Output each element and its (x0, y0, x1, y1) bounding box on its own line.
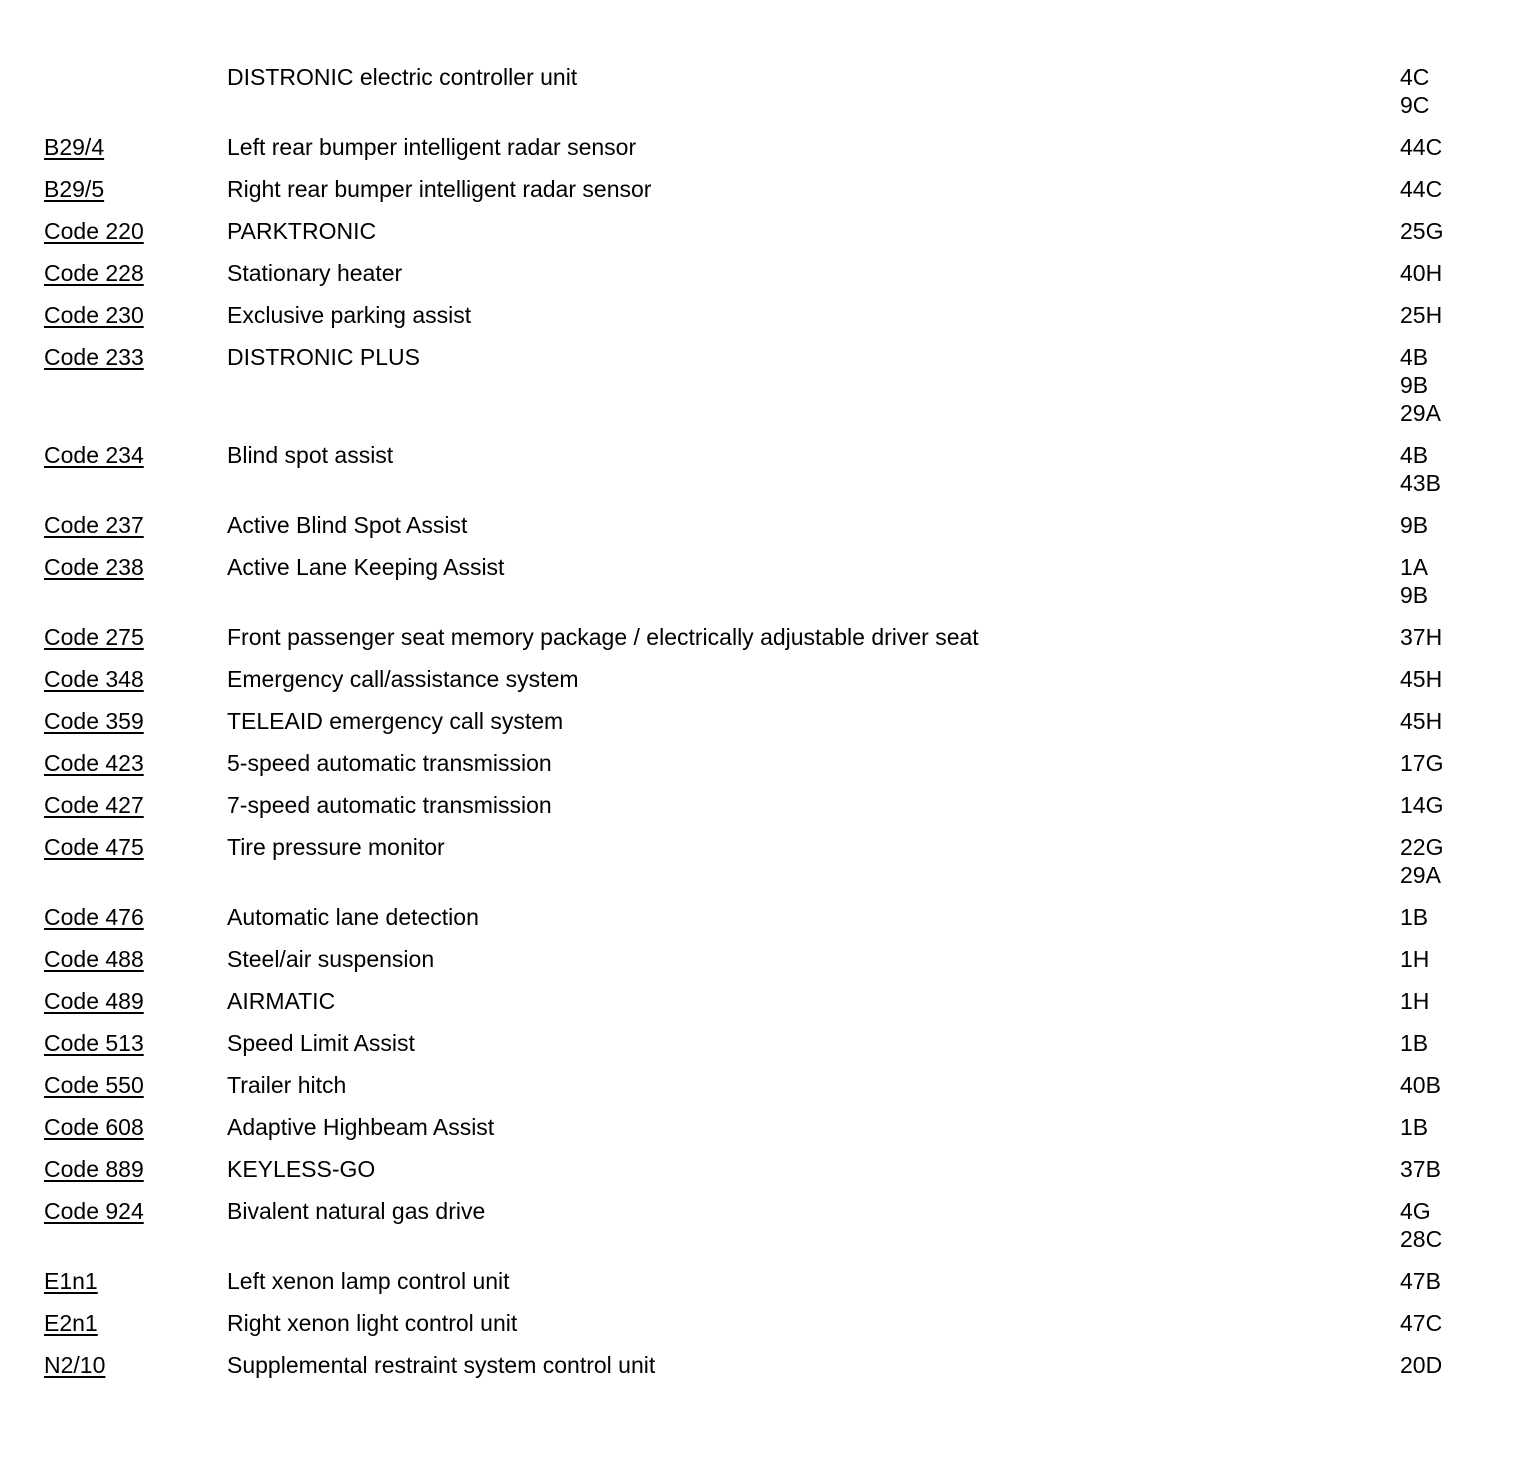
grid-reference: 40B (1400, 1072, 1441, 1098)
grid-reference: 37H (1400, 624, 1443, 650)
legend-code-cell (0, 217, 227, 245)
legend-description: Left rear bumper intelligent radar sensor (227, 134, 637, 160)
legend-code-cell (0, 707, 227, 735)
legend-row (0, 903, 1520, 931)
grid-reference: 25G (1400, 218, 1444, 244)
legend-grid-references (1400, 1197, 1442, 1253)
grid-reference: 4B (1400, 344, 1429, 370)
grid-reference: 4C (1400, 64, 1430, 90)
legend-code-link[interactable]: Code 427 (44, 792, 144, 818)
legend-description: Stationary heater (227, 260, 403, 286)
legend-description: Right rear bumper intelligent radar sensor (227, 176, 652, 202)
legend-grid-references (1400, 553, 1428, 609)
grid-reference: 4B (1400, 442, 1429, 468)
grid-reference: 9B (1400, 582, 1429, 608)
legend-code-link[interactable]: E1n1 (44, 1268, 98, 1294)
legend-code-cell (0, 1071, 227, 1099)
legend-description: Active Blind Spot Assist (227, 512, 468, 538)
legend-code-link[interactable]: Code 608 (44, 1114, 144, 1140)
legend-code-cell (0, 175, 227, 203)
legend-code-link[interactable]: Code 234 (44, 442, 144, 468)
legend-description: Supplemental restraint system control unit (227, 1352, 656, 1378)
legend-code-cell (0, 441, 227, 469)
legend-code-link[interactable]: Code 220 (44, 218, 144, 244)
legend-code-link[interactable]: Code 488 (44, 946, 144, 972)
legend-row (0, 987, 1520, 1015)
legend-row (0, 259, 1520, 287)
grid-reference: 1A (1400, 554, 1429, 580)
legend-code-link[interactable]: Code 550 (44, 1072, 144, 1098)
legend-grid-references (1400, 833, 1443, 889)
legend-code-link[interactable]: Code 233 (44, 344, 144, 370)
legend-code-link[interactable]: B29/4 (44, 134, 105, 160)
legend-description: Emergency call/assistance system (227, 666, 579, 692)
legend-grid-references (1400, 1155, 1441, 1183)
legend-code-link[interactable]: Code 237 (44, 512, 144, 538)
legend-code-link[interactable]: Code 275 (44, 624, 144, 650)
legend-grid-references (1400, 175, 1442, 203)
legend-row (0, 1267, 1520, 1295)
legend-description: Trailer hitch (227, 1072, 347, 1098)
legend-code-link[interactable]: Code 489 (44, 988, 144, 1014)
legend-row (0, 1197, 1520, 1253)
legend-code-link[interactable]: Code 230 (44, 302, 144, 328)
legend-code-link[interactable]: Code 924 (44, 1198, 144, 1224)
legend-grid-references (1400, 623, 1442, 651)
legend-grid-references (1400, 707, 1442, 735)
grid-reference: 25H (1400, 302, 1443, 328)
legend-code-cell (0, 301, 227, 329)
legend-code-link[interactable]: Code 423 (44, 750, 144, 776)
legend-grid-references (1400, 665, 1442, 693)
legend-description: Right xenon light control unit (227, 1310, 518, 1336)
grid-reference: 37B (1400, 1156, 1441, 1182)
grid-reference: 40H (1400, 260, 1443, 286)
grid-reference: 9C (1400, 92, 1430, 118)
legend-grid-references (1400, 133, 1442, 161)
legend-row (0, 833, 1520, 889)
grid-reference: 29A (1400, 862, 1441, 888)
legend-code-link[interactable]: B29/5 (44, 176, 105, 202)
legend-row (0, 511, 1520, 539)
legend-row (0, 1309, 1520, 1337)
legend-description: Exclusive parking assist (227, 302, 472, 328)
grid-reference: 47C (1400, 1310, 1443, 1336)
legend-description: Front passenger seat memory package / electrically adjustable driver seat (227, 624, 979, 650)
legend-code-cell (0, 903, 227, 931)
legend-grid-references (1400, 217, 1443, 245)
grid-reference: 22G (1400, 834, 1444, 860)
grid-reference: 29A (1400, 400, 1441, 426)
legend-code-cell (0, 259, 227, 287)
grid-reference: 17G (1400, 750, 1444, 776)
legend-code-cell (0, 833, 227, 861)
legend-description: Steel/air suspension (227, 946, 435, 972)
legend-description: Automatic lane detection (227, 904, 479, 930)
legend-code-link[interactable]: Code 475 (44, 834, 144, 860)
legend-description: 7-speed automatic transmission (227, 792, 552, 818)
legend-code-cell (0, 511, 227, 539)
legend-description: DISTRONIC electric controller unit (227, 64, 578, 90)
legend-row (0, 175, 1520, 203)
legend-description: Bivalent natural gas drive (227, 1198, 486, 1224)
legend-description: 5-speed automatic transmission (227, 750, 552, 776)
legend-description: PARKTRONIC (227, 218, 377, 244)
legend-row (0, 133, 1520, 161)
legend-grid-references (1400, 259, 1442, 287)
grid-reference: 9B (1400, 512, 1429, 538)
grid-reference: 1H (1400, 946, 1430, 972)
legend-code-link[interactable]: Code 238 (44, 554, 144, 580)
legend-grid-references (1400, 343, 1441, 427)
legend-grid-references (1400, 441, 1441, 497)
legend-grid-references (1400, 1267, 1441, 1295)
legend-description: TELEAID emergency call system (227, 708, 564, 734)
legend-code-cell (0, 1351, 227, 1379)
legend-code-cell (0, 749, 227, 777)
legend-code-cell (0, 1267, 227, 1295)
component-legend-list (0, 63, 1520, 1393)
legend-row (0, 945, 1520, 973)
legend-description: Left xenon lamp control unit (227, 1268, 510, 1294)
grid-reference: 45H (1400, 708, 1443, 734)
legend-row (0, 441, 1520, 497)
legend-grid-references (1400, 1113, 1428, 1141)
grid-reference: 47B (1400, 1268, 1441, 1294)
legend-description: Blind spot assist (227, 442, 394, 468)
grid-reference: 45H (1400, 666, 1443, 692)
legend-description: AIRMATIC (227, 988, 336, 1014)
legend-row (0, 1113, 1520, 1141)
grid-reference: 9B (1400, 372, 1429, 398)
legend-code-link[interactable]: Code 513 (44, 1030, 144, 1056)
grid-reference: 44C (1400, 134, 1443, 160)
legend-code-link[interactable]: N2/10 (44, 1352, 106, 1378)
legend-row (0, 63, 1520, 119)
grid-reference: 1H (1400, 988, 1430, 1014)
legend-grid-references (1400, 987, 1429, 1015)
legend-grid-references (1400, 1309, 1442, 1337)
legend-code-cell (0, 623, 227, 651)
legend-code-link[interactable]: E2n1 (44, 1310, 98, 1336)
legend-grid-references (1400, 1351, 1442, 1379)
legend-description: Speed Limit Assist (227, 1030, 415, 1056)
legend-description: KEYLESS-GO (227, 1156, 376, 1182)
legend-code-cell (0, 133, 227, 161)
legend-code-link[interactable]: Code 348 (44, 666, 144, 692)
legend-row (0, 749, 1520, 777)
grid-reference: 1B (1400, 1114, 1429, 1140)
legend-row (0, 343, 1520, 427)
legend-code-link[interactable]: Code 359 (44, 708, 144, 734)
grid-reference: 4G (1400, 1198, 1431, 1224)
legend-row (0, 707, 1520, 735)
legend-code-link[interactable]: Code 889 (44, 1156, 144, 1182)
legend-code-cell (0, 1113, 227, 1141)
legend-code-link[interactable]: Code 228 (44, 260, 144, 286)
legend-row (0, 623, 1520, 651)
grid-reference: 14G (1400, 792, 1444, 818)
legend-code-cell (0, 987, 227, 1015)
legend-grid-references (1400, 301, 1442, 329)
legend-description: Adaptive Highbeam Assist (227, 1114, 495, 1140)
legend-code-cell (0, 1309, 227, 1337)
legend-row (0, 1155, 1520, 1183)
grid-reference: 44C (1400, 176, 1443, 202)
legend-row (0, 301, 1520, 329)
grid-reference: 1B (1400, 1030, 1429, 1056)
grid-reference: 28C (1400, 1226, 1443, 1252)
legend-row (0, 791, 1520, 819)
legend-row (0, 1071, 1520, 1099)
grid-reference: 1B (1400, 904, 1429, 930)
legend-code-cell (0, 553, 227, 581)
legend-code-cell (0, 1155, 227, 1183)
legend-grid-references (1400, 749, 1443, 777)
legend-grid-references (1400, 511, 1428, 539)
legend-code-cell (0, 1197, 227, 1225)
legend-row (0, 1029, 1520, 1057)
grid-reference: 43B (1400, 470, 1441, 496)
legend-grid-references (1400, 903, 1428, 931)
legend-code-cell (0, 665, 227, 693)
legend-code-cell (0, 1029, 227, 1057)
legend-code-cell (0, 791, 227, 819)
legend-row (0, 553, 1520, 609)
legend-description: DISTRONIC PLUS (227, 344, 420, 370)
legend-grid-references (1400, 63, 1429, 119)
legend-code-link[interactable]: Code 476 (44, 904, 144, 930)
legend-code-cell (0, 945, 227, 973)
legend-grid-references (1400, 945, 1429, 973)
legend-row (0, 665, 1520, 693)
legend-description: Tire pressure monitor (227, 834, 445, 860)
legend-grid-references (1400, 1029, 1428, 1057)
grid-reference: 20D (1400, 1352, 1443, 1378)
legend-code-cell (0, 343, 227, 371)
legend-grid-references (1400, 791, 1443, 819)
legend-row (0, 217, 1520, 245)
legend-grid-references (1400, 1071, 1441, 1099)
legend-row (0, 1351, 1520, 1379)
legend-description: Active Lane Keeping Assist (227, 554, 505, 580)
